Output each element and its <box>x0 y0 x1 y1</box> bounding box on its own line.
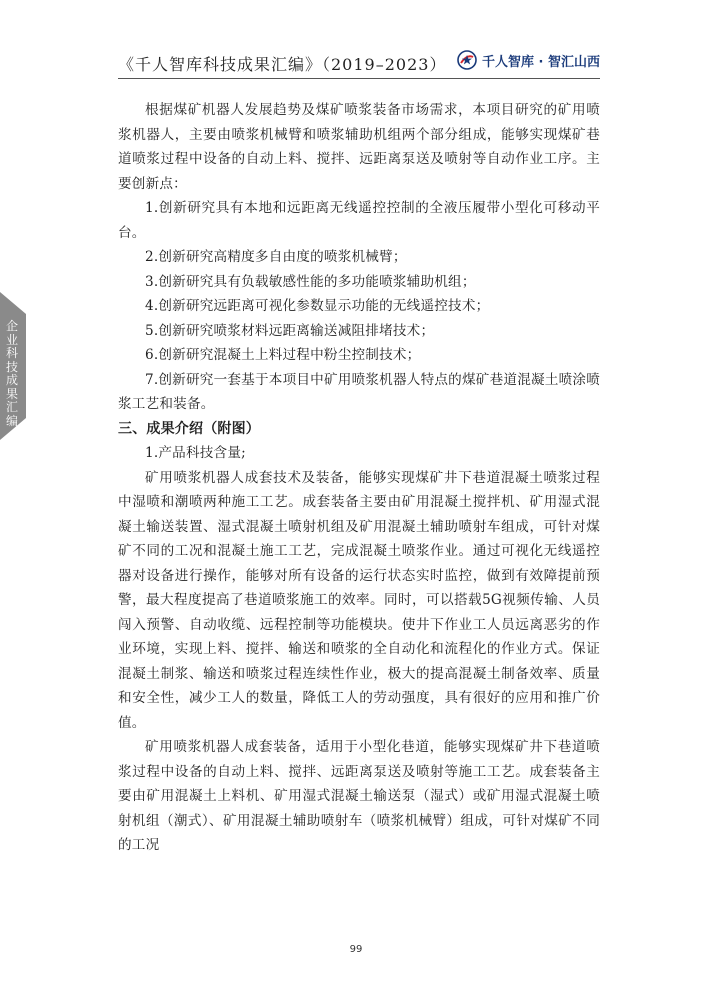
side-tab-label: 企业科技成果汇编 <box>5 319 18 428</box>
subheading: 1.产品科技含量; <box>145 445 246 461</box>
body-paragraph-2: 矿用喷浆机器人成套装备，适用于小型化巷道，能够实现煤矿井下巷道喷浆过程中设备的自动上料、搅拌、远距离泵送及喷射等施工工艺。成套装备主要由矿用混凝土上料机、矿用湿式混凝土输送泵（湿式）或矿用湿式混凝土喷射机组（潮式）、矿用混凝土辅助喷射车（喷浆机械臂）组成，可针对煤矿不同的工况 <box>118 739 600 853</box>
page-number: 99 <box>349 944 363 955</box>
body-paragraph-1: 矿用喷浆机器人成套技术及装备，能够实现煤矿井下巷道混凝土喷浆过程中湿喷和潮喷两种施工工艺。成套装备主要由矿用混凝土搅拌机、矿用湿式混凝土输送装置、湿式混凝土喷射机组及矿用混凝土辅助喷射车组成，可针对煤矿不同的工况和混凝土施工工艺，完成混凝土喷浆作业。通过可视化无线遥控器对设备进行操作，能够对所有设备的运行状态实时监控，做到有效障提前预警，最大程度提高了巷道喷浆施工的效率。同时，可以搭载5G视频传输、人员闯入预警、自动收缆、远程控制等功能模块。使井下作业工人员远离恶劣的作业环境，实现上料、搅拌、输送和喷浆的全自动化和流程化的作业方式。保证混凝土制浆、输送和喷浆过程连续性作业，极大的提高混凝土制备效率、质量和安全性，减少工人的数量，降低工人的劳动强度，具有很好的应用和推广价值。 <box>118 469 600 731</box>
publisher-logo <box>457 50 600 70</box>
innovation-item-4: 4.创新研究远距离可视化参数显示功能的无线遥控技术； <box>145 298 490 314</box>
innovation-item-2: 2.创新研究高精度多自由度的喷浆机械臂； <box>145 249 407 265</box>
document-body <box>118 98 600 858</box>
section-heading: 三、成果介绍（附图） <box>118 420 260 437</box>
intro-paragraph: 根据煤矿机器人发展趋势及煤矿喷浆装备市场需求，本项目研究的矿用喷浆机器人，主要由喷浆机械臂和喷浆辅助机组两个部分组成，能够实现煤矿巷道喷浆过程中设备的自动上料、搅拌、远距离泵送及喷射等自动作业工序。主要创新点： <box>118 102 600 192</box>
innovation-item-6: 6.创新研究混凝土上料过程中粉尘控制技术； <box>145 347 421 363</box>
innovation-item-7: 7.创新研究一套基于本项目中矿用喷浆机器人特点的煤矿巷道混凝土喷涂喷浆工艺和装备。 <box>118 371 600 412</box>
innovation-item-5: 5.创新研究喷浆材料远距离输送减阻排堵技术； <box>145 322 435 339</box>
logo-text: 千人智库 · 智汇山西 <box>482 54 600 70</box>
innovation-item-1: 1.创新研究具有本地和远距离无线遥控控制的全液压履带小型化可移动平台。 <box>118 200 600 241</box>
header-title: 《千人智库科技成果汇编》（2019–2023） <box>118 55 447 74</box>
innovation-item-3: 3.创新研究具有负载敏感性能的多功能喷浆辅助机组； <box>145 273 476 290</box>
star-swoosh-logo-icon <box>457 50 477 70</box>
side-section-tab <box>0 292 48 440</box>
page-header <box>118 44 600 79</box>
